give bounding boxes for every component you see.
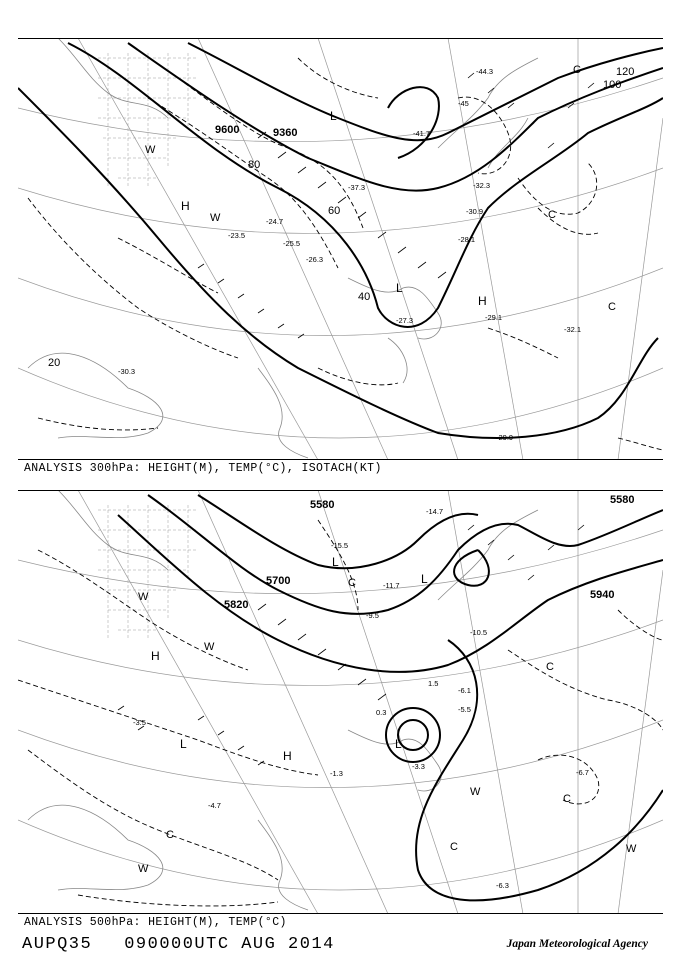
chart-id: AUPQ35 [22, 935, 93, 954]
isotach-label: 40 [358, 291, 371, 303]
height-label: 5940 [590, 589, 615, 601]
low-icon: L [421, 572, 428, 586]
cold-icon: C [563, 793, 571, 805]
high-icon: H [151, 649, 160, 663]
temperature-labels [133, 507, 589, 890]
valid-time: 090000UTC AUG 2014 [124, 935, 335, 954]
temp-label: -29.9 [496, 433, 514, 442]
temp-label: -30.3 [118, 367, 136, 376]
warm-icon: W [138, 591, 149, 603]
isotach-label: 100 [603, 79, 622, 91]
isotach-label: 80 [248, 159, 261, 171]
height-label: 9600 [215, 124, 240, 136]
analysis-300hpa-panel [18, 38, 663, 460]
cold-icon: C [573, 64, 581, 76]
low-icon: L [332, 555, 339, 569]
temp-label: -32.3 [473, 181, 491, 190]
temp-label: -11.7 [383, 581, 400, 590]
temp-label: -1.3 [330, 769, 343, 778]
temp-label: 0.3 [376, 708, 387, 717]
analysis-500hpa-panel [18, 490, 663, 914]
graticule [18, 38, 663, 460]
isotach-label: 120 [616, 66, 635, 78]
isotach-label: 60 [328, 205, 341, 217]
coastlines [28, 490, 538, 910]
height-label: 5580 [310, 499, 335, 511]
low-icon: L [395, 737, 402, 751]
temp-lines [18, 520, 663, 906]
temp-label: -3.3 [412, 762, 425, 771]
isotach-label: 20 [48, 357, 61, 369]
temp-label: -44.3 [476, 67, 494, 76]
temp-label: -6.3 [496, 881, 509, 890]
temp-label: -45 [458, 99, 469, 108]
map-500hpa [18, 490, 663, 914]
chart-footer [22, 935, 335, 954]
temp-label: -29.1 [485, 313, 503, 322]
high-icon: H [181, 199, 190, 213]
warm-icon: W [138, 863, 149, 875]
agency-name: Japan Meteorological Agency [506, 938, 648, 950]
temp-label: -15.5 [331, 541, 349, 550]
low-icon: L [180, 737, 187, 751]
station-plots [198, 73, 594, 338]
high-icon: H [283, 749, 292, 763]
temp-label: -25.5 [283, 239, 301, 248]
temp-label: -27.3 [396, 316, 414, 325]
height-label: 5700 [266, 575, 291, 587]
height-label: 5820 [224, 599, 249, 611]
temp-label: -9.5 [366, 611, 379, 620]
map-300hpa [18, 38, 663, 460]
high-icon: H [478, 294, 487, 308]
warm-icon: W [145, 144, 156, 156]
temp-label: -32.1 [564, 325, 582, 334]
cold-icon: C [546, 661, 554, 673]
terrain-hatch [98, 53, 198, 188]
warm-icon: W [204, 641, 215, 653]
temp-label: -24.7 [266, 217, 284, 226]
cold-icon: C [348, 577, 356, 589]
cold-icon: C [608, 301, 616, 313]
cold-icon: C [450, 841, 458, 853]
temp-label: -5.5 [458, 705, 471, 714]
cold-icon: C [166, 829, 174, 841]
temp-label: -4.7 [208, 801, 221, 810]
height-label: 9360 [273, 127, 298, 139]
low-icon: L [330, 109, 337, 123]
temp-label: -41.7 [413, 129, 431, 138]
warm-icon: W [210, 212, 221, 224]
temp-label: 1.5 [428, 679, 439, 688]
graticule [18, 490, 663, 914]
panel-caption-500hpa: ANALYSIS 500hPa: HEIGHT(M), TEMP(°C) [24, 916, 287, 929]
panel-caption-300hpa: ANALYSIS 300hPa: HEIGHT(M), TEMP(°C), ISOTACH(KT) [24, 462, 382, 475]
temp-label: -23.5 [228, 231, 246, 240]
temp-label: -28.1 [458, 235, 476, 244]
low-icon: L [396, 281, 403, 295]
temp-label: -3.5 [133, 718, 146, 727]
height-contours [118, 495, 663, 900]
warm-icon: W [626, 843, 637, 855]
temp-label: -14.7 [426, 507, 444, 516]
temp-label: -26.3 [306, 255, 324, 264]
temp-label: -10.5 [470, 628, 488, 637]
temp-label: -6.7 [576, 768, 589, 777]
warm-icon: W [470, 786, 481, 798]
temp-label: -6.1 [458, 686, 471, 695]
temp-label: -37.3 [348, 183, 366, 192]
temp-markers [145, 64, 616, 313]
cold-icon: C [548, 209, 556, 221]
temp-label: -30.9 [466, 207, 484, 216]
height-label: 5580 [610, 494, 635, 506]
height-labels [215, 124, 297, 139]
